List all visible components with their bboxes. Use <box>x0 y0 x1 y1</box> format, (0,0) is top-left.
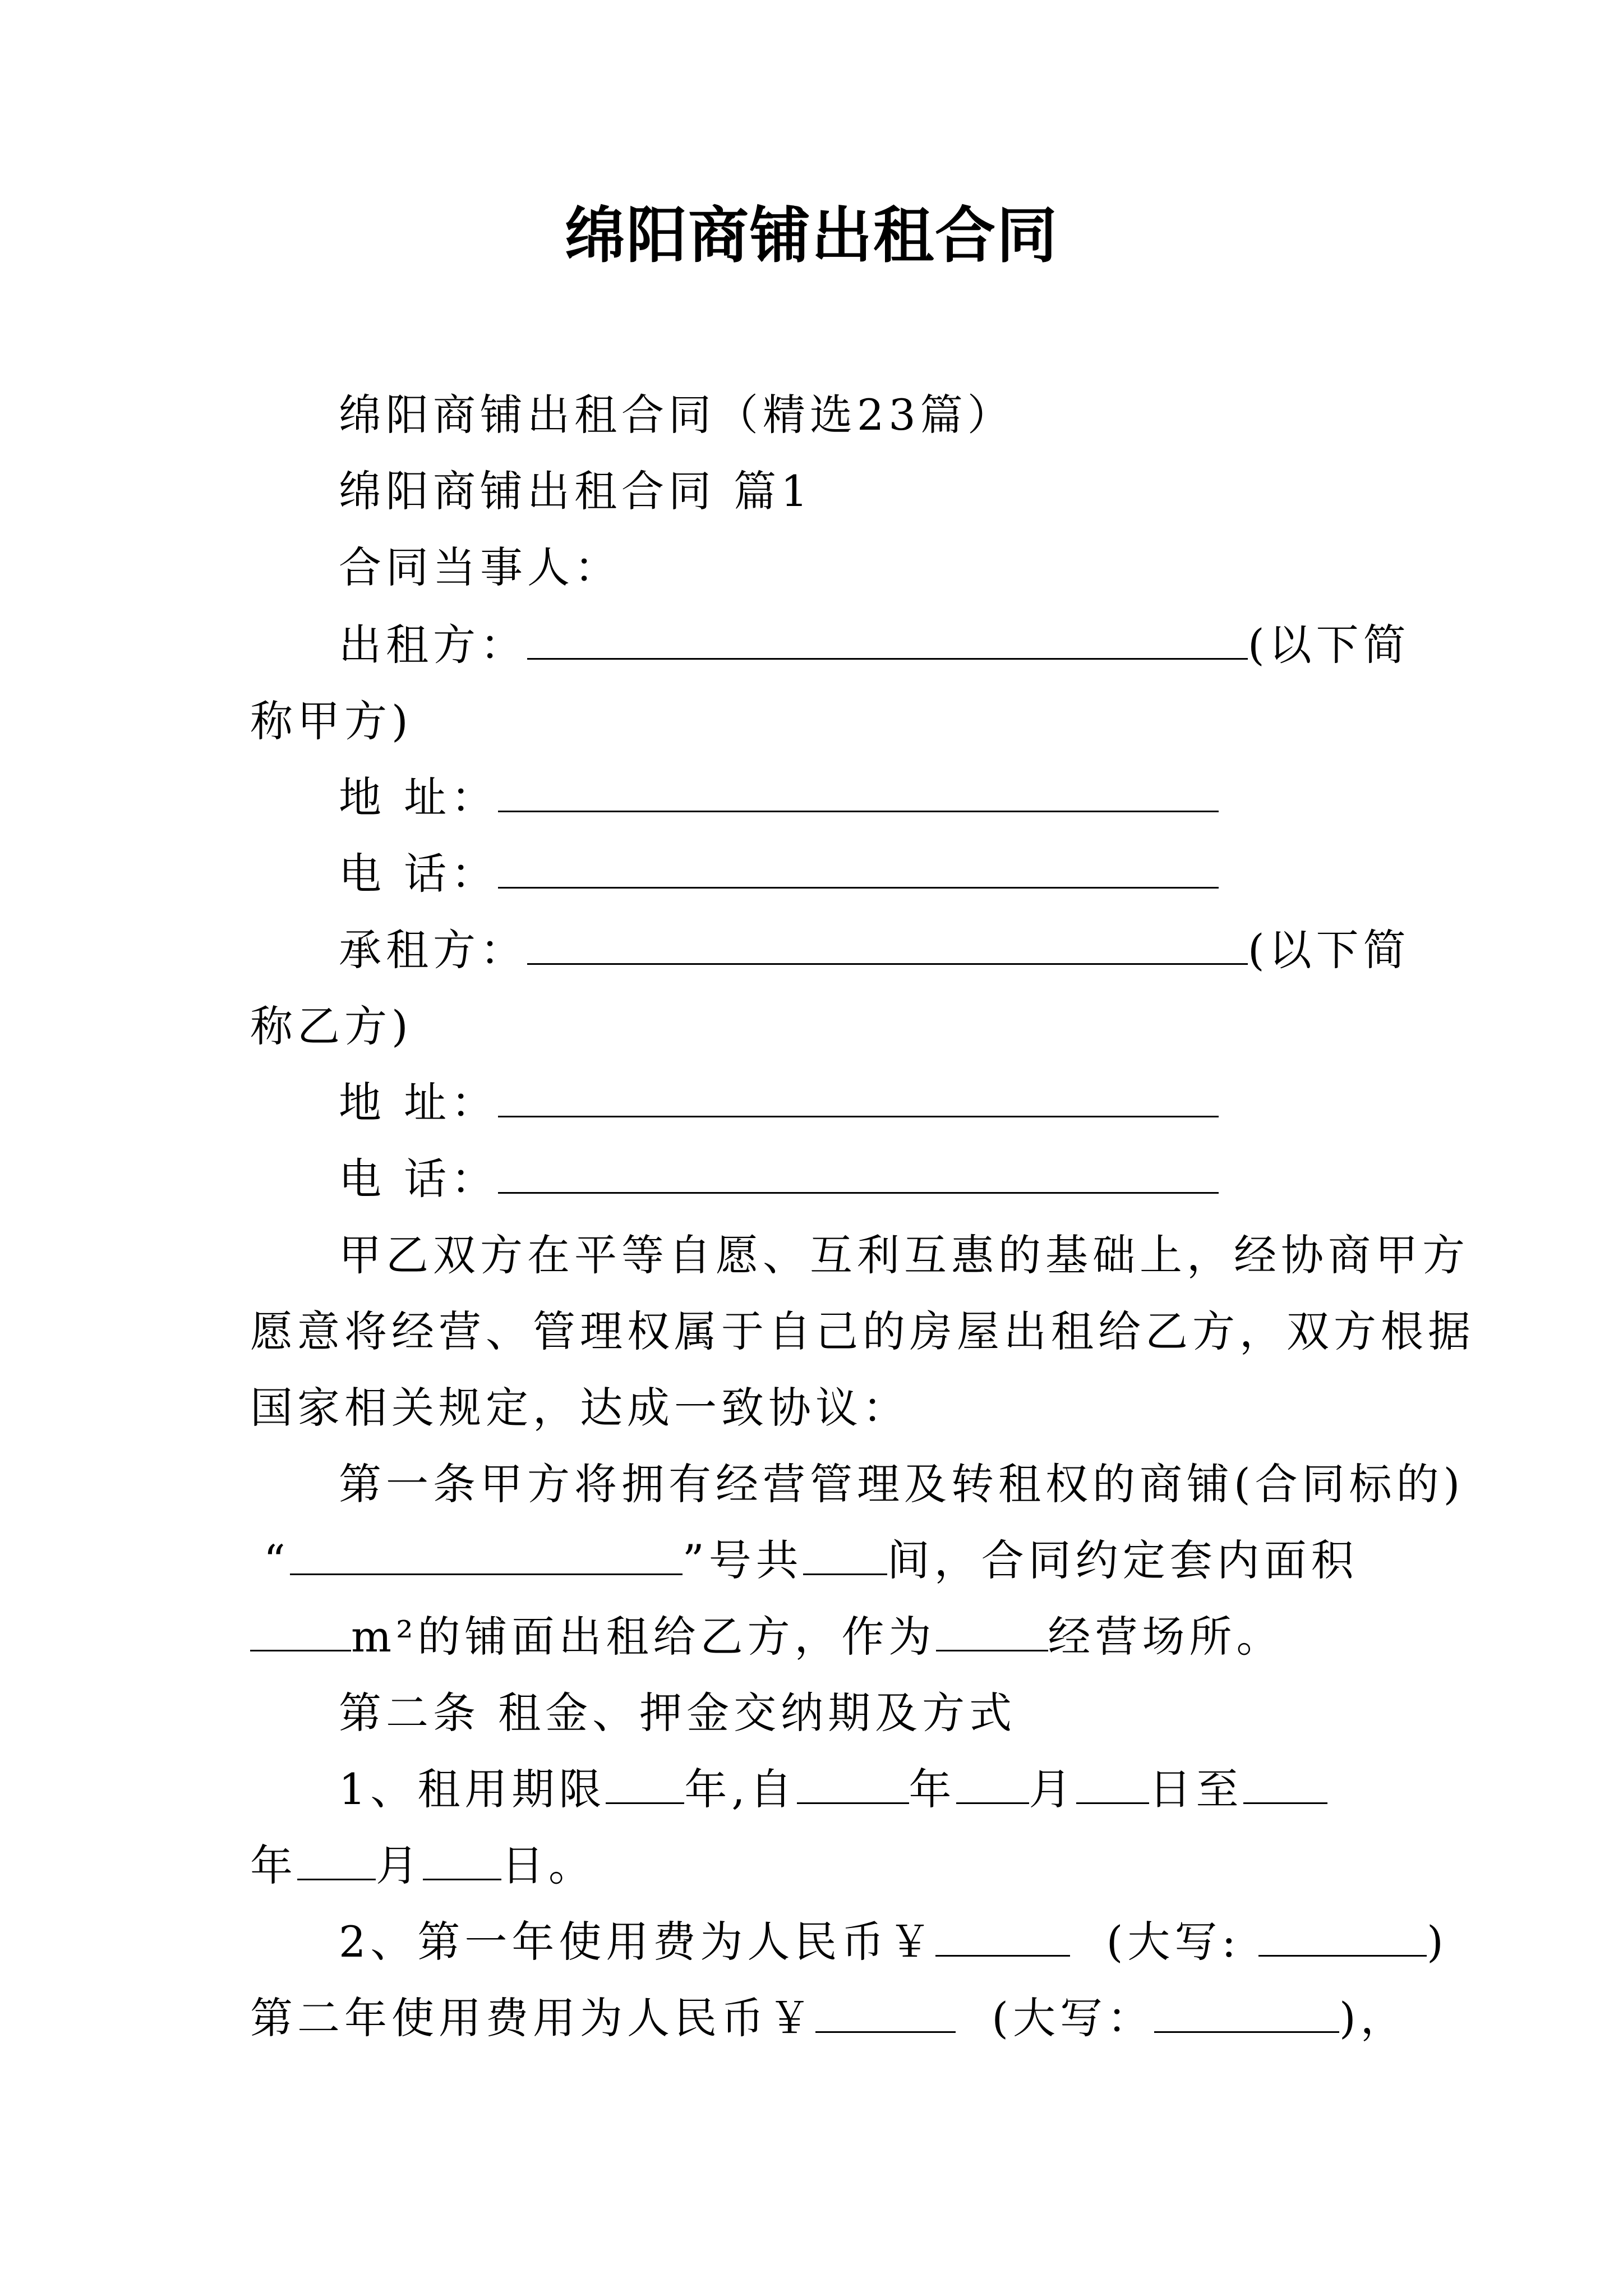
lessor-abbr-cont: 称甲方) <box>250 696 413 746</box>
area-blank <box>250 1618 351 1651</box>
shop-number-blank <box>290 1542 683 1575</box>
parties-label: 合同当事人： <box>339 542 621 592</box>
article-1-line: m²的铺面出租给乙方，作为 经营场所。 <box>250 1609 1284 1665</box>
year2-amount-blank <box>815 2000 956 2033</box>
lease-term-line: 1、租用期限 年,自 年 月 日至 <box>339 1761 1327 1818</box>
lessor-phone-blank <box>498 855 1219 889</box>
lessor-phone-label: 电 话： <box>339 849 499 899</box>
paragraph-line: 甲乙双方在平等自愿、互利互惠的基础上，经协商甲方 <box>339 1230 1469 1280</box>
end-month-blank <box>297 1847 376 1880</box>
section-heading: 绵阳商铺出租合同 篇1 <box>339 466 813 516</box>
paragraph-line: 愿意将经营、管理权属于自己的房屋出租给乙方，双方根据 <box>250 1306 1475 1356</box>
lessor-phone-line <box>339 846 1219 902</box>
subtitle: 绵阳商铺出租合同（精选23篇） <box>339 390 1015 440</box>
lessee-phone-blank <box>498 1161 1219 1194</box>
lessee-phone-label: 电 话： <box>339 1154 499 1204</box>
business-type-blank <box>936 1618 1048 1651</box>
lessor-blank <box>527 627 1248 660</box>
term-years-blank <box>606 1771 684 1804</box>
room-count-blank <box>803 1542 887 1575</box>
lessor-abbr: (以下简 <box>1248 620 1410 670</box>
document-title: 绵阳商铺出租合同 <box>564 200 1058 271</box>
lessor-address-line <box>339 770 1219 826</box>
end-year-blank <box>1243 1771 1327 1804</box>
lessor-line <box>339 617 1410 673</box>
article-1-line: 第一条甲方将拥有经营管理及转租权的商铺(合同标的) <box>339 1459 1465 1509</box>
start-month-blank <box>956 1771 1029 1804</box>
lessee-label: 承租方： <box>339 925 527 975</box>
lessee-blank <box>527 932 1248 965</box>
lessor-address-label: 地 址： <box>339 772 499 822</box>
lessee-address-label: 地 址： <box>339 1078 499 1128</box>
lessee-address-line <box>339 1075 1219 1131</box>
lessor-label: 出租方： <box>339 620 527 670</box>
year1-words-blank <box>1258 1924 1427 1957</box>
rent-line: 2、第一年使用费为人民币￥ (大写: ) <box>339 1917 1448 1967</box>
end-day-blank <box>423 1847 501 1880</box>
lessee-abbr: (以下简 <box>1248 925 1410 975</box>
lessor-address-blank <box>498 779 1219 812</box>
lessee-line <box>339 922 1410 978</box>
paragraph-line: 国家相关规定，达成一致协议： <box>250 1383 910 1433</box>
lessee-phone-line <box>339 1151 1219 1207</box>
start-day-blank <box>1076 1771 1149 1804</box>
year1-amount-blank <box>935 1924 1070 1957</box>
article-2-heading: 第二条 租金、押金交纳期及方式 <box>339 1688 1017 1738</box>
year2-words-blank <box>1154 2000 1339 2033</box>
lessee-address-blank <box>498 1084 1219 1117</box>
lease-term-line: 年 月 日。 <box>250 1841 596 1890</box>
article-1-line: “ ”号共 间，合同约定套内面积 <box>264 1535 1358 1585</box>
lessee-abbr-cont: 称乙方) <box>250 1001 413 1051</box>
start-year-blank <box>797 1771 909 1804</box>
rent-line: 第二年使用费用为人民币￥ (大写： )， <box>250 1993 1408 2043</box>
